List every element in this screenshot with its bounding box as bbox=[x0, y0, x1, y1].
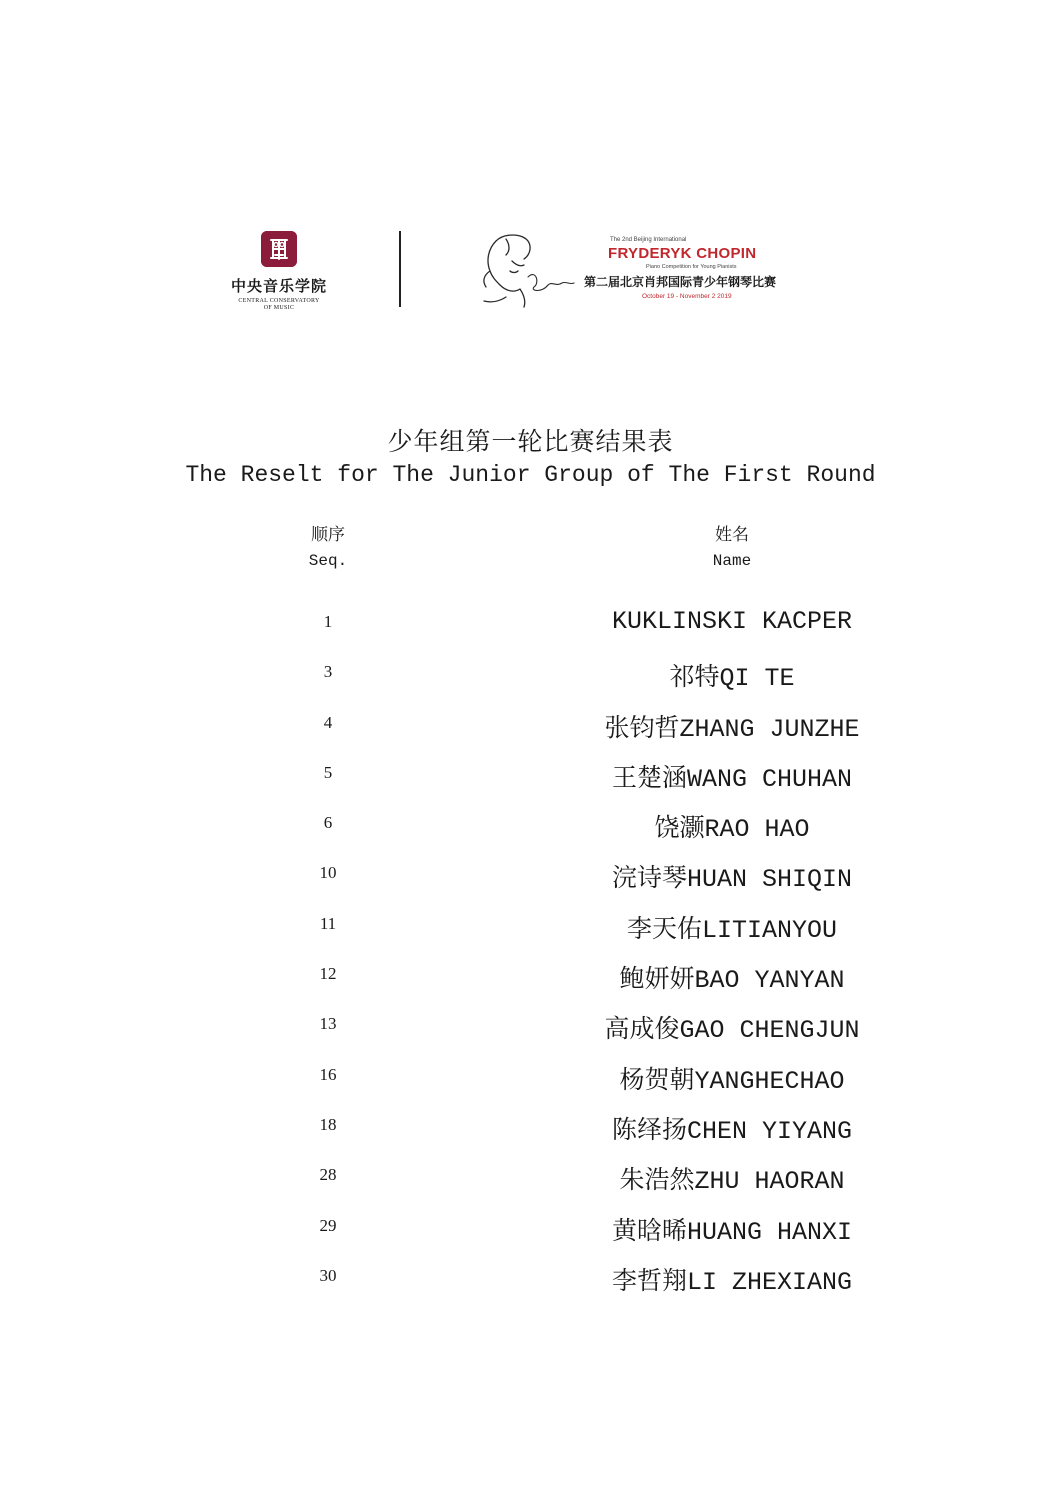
table-row bbox=[0, 952, 1061, 1002]
row-name: 黄晗晞HUANG HANXI bbox=[611, 1217, 853, 1247]
row-name: 张钧哲ZHANG JUNZHE bbox=[604, 714, 860, 744]
table-row bbox=[0, 650, 1061, 700]
row-seq: 3 bbox=[323, 662, 333, 682]
chopin-title: FRYDERYK CHOPIN bbox=[608, 245, 757, 262]
ccom-name-en-line2: OF MUSIC bbox=[263, 305, 295, 311]
chopin-subtitle: Piano Competition for Young Pianists bbox=[646, 264, 737, 270]
chopin-portrait-icon bbox=[466, 231, 578, 309]
table-row bbox=[0, 1153, 1061, 1203]
table-row bbox=[0, 1103, 1061, 1153]
row-seq: 16 bbox=[319, 1064, 337, 1084]
header-logos bbox=[0, 225, 1061, 315]
table-row bbox=[0, 1204, 1061, 1254]
row-seq: 10 bbox=[319, 863, 337, 883]
column-header-seq bbox=[268, 522, 388, 574]
row-name: 王楚涵WANG CHUHAN bbox=[611, 764, 853, 794]
table-row bbox=[0, 1002, 1061, 1052]
table-row bbox=[0, 1254, 1061, 1304]
results-table bbox=[0, 600, 1061, 1304]
row-name: 鲍妍妍BAO YANYAN bbox=[619, 966, 845, 996]
ccom-emblem-icon bbox=[261, 231, 297, 267]
row-seq: 13 bbox=[319, 1014, 337, 1034]
page-title-cn: 少年组第一轮比赛结果表 bbox=[387, 427, 674, 456]
row-seq: 18 bbox=[319, 1114, 337, 1134]
table-row bbox=[0, 902, 1061, 952]
row-name: 朱浩然ZHU HAORAN bbox=[619, 1167, 845, 1197]
column-header-name bbox=[632, 522, 832, 574]
row-seq: 4 bbox=[323, 712, 333, 732]
column-header-name-en: Name bbox=[712, 552, 752, 570]
row-seq: 6 bbox=[323, 813, 333, 833]
row-name: 祁特QI TE bbox=[669, 664, 795, 694]
row-name: KUKLINSKI KACPER bbox=[611, 607, 853, 636]
table-row bbox=[0, 701, 1061, 751]
row-seq: 30 bbox=[319, 1265, 337, 1285]
row-name: 李哲翔LI ZHEXIANG bbox=[611, 1267, 853, 1297]
page-title-en: The Reselt for The Junior Group of The First Round bbox=[185, 462, 876, 488]
logo-divider bbox=[399, 231, 401, 307]
ccom-name-cn: 中央音乐学院 bbox=[230, 277, 327, 295]
row-seq: 5 bbox=[323, 762, 333, 782]
chopin-competition-logo bbox=[582, 235, 802, 315]
chopin-edition-line: The 2nd Beijing International bbox=[610, 237, 687, 243]
chopin-name-cn: 第二届北京肖邦国际青少年钢琴比赛 bbox=[584, 275, 777, 289]
ccom-name-en bbox=[222, 298, 336, 312]
column-header-seq-cn: 顺序 bbox=[311, 525, 345, 545]
row-name: 高成俊GAO CHENGJUN bbox=[604, 1016, 860, 1046]
table-row bbox=[0, 751, 1061, 801]
row-name: 杨贺朝YANGHECHAO bbox=[619, 1066, 845, 1096]
table-row bbox=[0, 801, 1061, 851]
chopin-dates: October 19 - November 2 2019 bbox=[642, 293, 732, 300]
row-seq: 29 bbox=[319, 1215, 337, 1235]
row-name: 饶灏RAO HAO bbox=[654, 815, 810, 845]
row-name: 浣诗琴HUAN SHIQIN bbox=[611, 865, 853, 895]
table-row bbox=[0, 851, 1061, 901]
ccom-name-en-line1: CENTRAL CONSERVATORY bbox=[238, 298, 320, 304]
row-name: 李天佑LITIANYOU bbox=[626, 915, 838, 945]
column-header-name-cn: 姓名 bbox=[715, 525, 749, 545]
table-row bbox=[0, 600, 1061, 650]
row-seq: 1 bbox=[323, 612, 333, 631]
row-seq: 11 bbox=[319, 913, 337, 933]
row-seq: 28 bbox=[319, 1165, 337, 1185]
ccom-logo bbox=[222, 231, 342, 311]
table-row bbox=[0, 1053, 1061, 1103]
row-name: 陈绎扬CHEN YIYANG bbox=[611, 1116, 853, 1146]
row-seq: 12 bbox=[319, 964, 337, 984]
column-header-seq-en: Seq. bbox=[308, 552, 348, 570]
